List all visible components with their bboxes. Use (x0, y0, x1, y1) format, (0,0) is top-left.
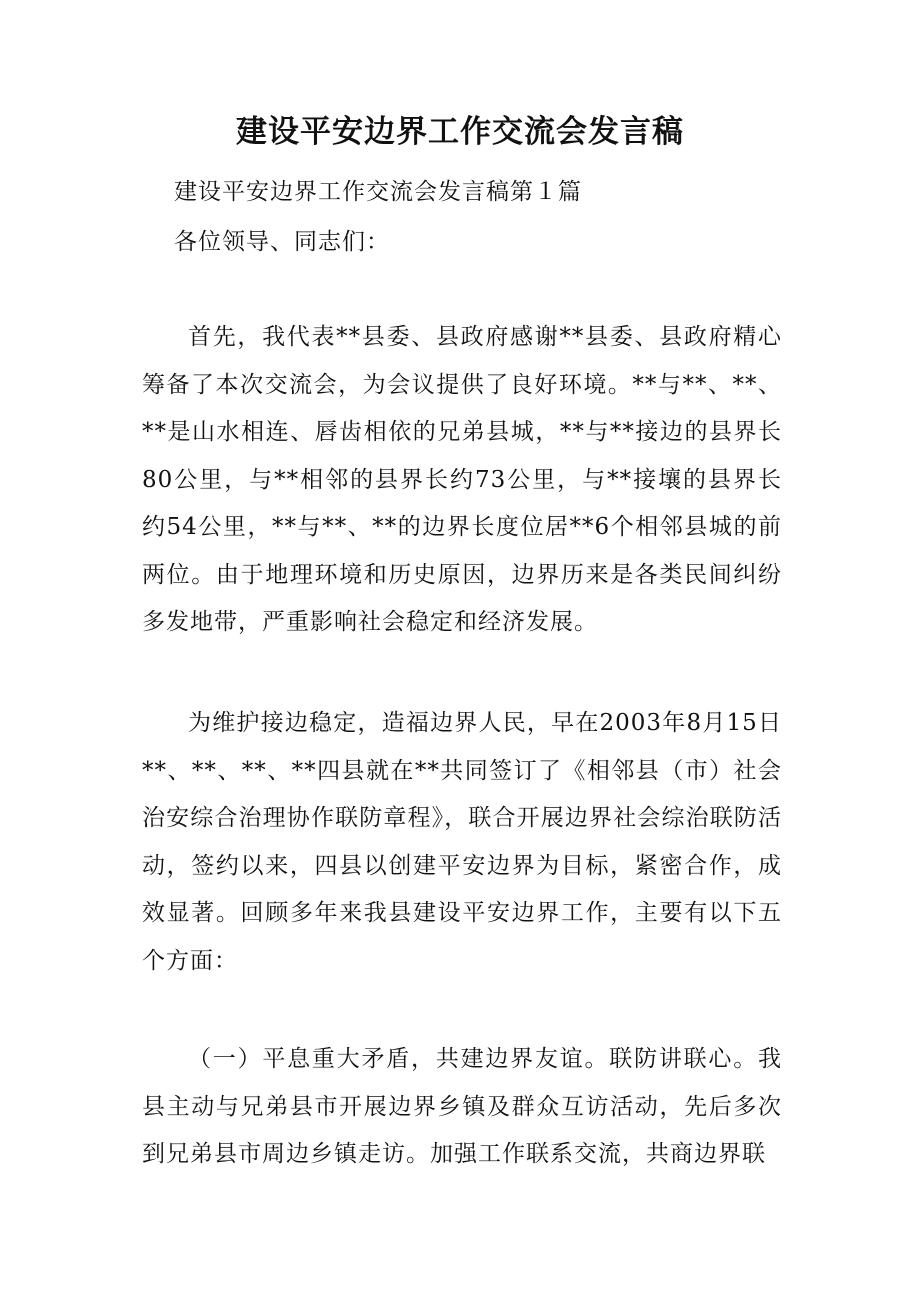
document-title: 建设平安边界工作交流会发言稿 (236, 114, 684, 150)
paragraph-1: 首先，我代表**县委、县政府感谢**县委、县政府精心筹备了本次交流会，为会议提供了良好环境。**与**、**、**是山水相连、唇齿相依的兄弟县城，**与**接边的县界长80公里，与**相邻的县界长约73公里，与**接壤的县界长约54公里，**与**、**的边界长度位居**6个相邻县城的前两位。由于地理环境和历史原因，边界历来是各类民间纠纷多发地带，严重影响社会稳定和经济发展。 (142, 324, 782, 635)
greeting: 各位领导、同志们： (174, 229, 390, 255)
paragraph-2: 为维护接边稳定，造福边界人民，早在2003年8月15日**、**、**、**四县就在**共同签订了《相邻县（市）社会治安综合治理协作联防章程》，联合开展边界社会综治联防活动，签约以来，四县以创建平安边界为目标，紧密合作，成效显著。回顾多年来我县建设平安边界工作，主要有以下五个方面： (142, 710, 782, 974)
paragraph-3: （一）平息重大矛盾，共建边界友谊。联防讲联心。我县主动与兄弟县市开展边界乡镇及群众互访活动，先后多次到兄弟县市周边乡镇走访。加强工作联系交流，共商边界联 (142, 1046, 782, 1167)
document-subtitle: 建设平安边界工作交流会发言稿第１篇 (174, 179, 582, 205)
